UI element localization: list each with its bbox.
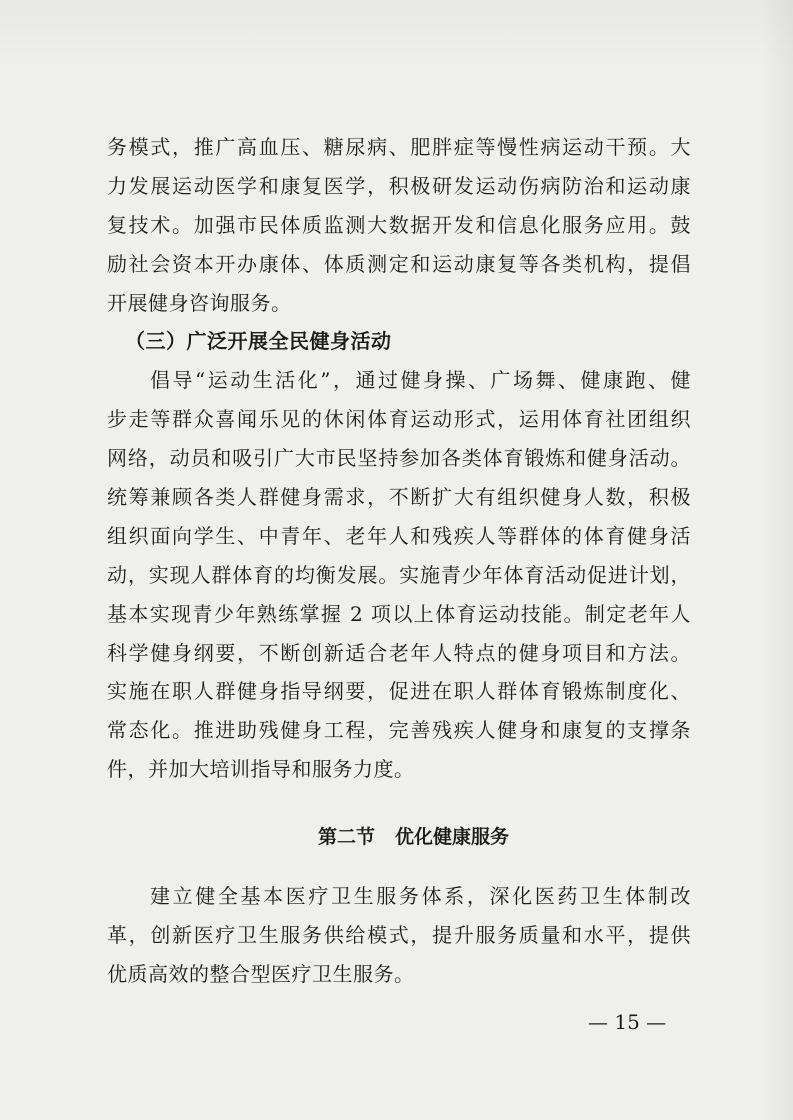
paragraph-line: 力发展运动医学和康复医学，积极研发运动伤病防治和运动康 (107, 173, 691, 198)
paragraph-line: 开展健身咨询服务。 (107, 290, 292, 315)
paragraph-line: 科学健身纲要，不断创新适合老年人特点的健身项目和方法。 (107, 640, 691, 665)
paragraph-line: 常态化。推进助残健身工程，完善残疾人健身和康复的支撑条 (107, 718, 691, 743)
paragraph-line: 基本实现青少年熟练掌握 2 项以上体育运动技能。制定老年人 (107, 601, 691, 626)
paragraph-line: 实施在职人群健身指导纲要，促进在职人群体育锻炼制度化、 (107, 679, 691, 704)
paragraph-line: 革，创新医疗卫生服务供给模式，提升服务质量和水平，提供 (107, 922, 691, 947)
upper-text-block (107, 128, 691, 789)
subsection-heading: （三）广泛开展全民健身活动 (125, 329, 392, 354)
lower-text-block (107, 877, 691, 994)
paragraph-line: 步走等群众喜闻乐见的休闲体育运动形式，运用体育社团组织 (107, 407, 691, 432)
paragraph-line: 动，实现人群体育的均衡发展。实施青少年体育活动促进计划， (107, 562, 691, 587)
paragraph-line: 统筹兼顾各类人群健身需求，不断扩大有组织健身人数，积极 (107, 485, 691, 510)
paragraph-line: 倡导“运动生活化”，通过健身操、广场舞、健康跑、健 (150, 368, 691, 393)
paragraph-line: 网络，动员和吸引广大市民坚持参加各类体育锻炼和健身活动。 (107, 446, 691, 471)
paragraph-line: 优质高效的整合型医疗卫生服务。 (107, 961, 415, 986)
paragraph-line: 励社会资本开办康体、体质测定和运动康复等各类机构，提倡 (107, 251, 691, 276)
fitness-paragraph (107, 361, 691, 789)
paragraph-line: 件，并加大培训指导和服务力度。 (107, 757, 415, 782)
paragraph-line: 复技术。加强市民体质监测大数据开发和信息化服务应用。鼓 (107, 212, 691, 237)
paragraph-line: 组织面向学生、中青年、老年人和残疾人等群体的体育健身活 (107, 523, 691, 548)
paragraph-line: 建立健全基本医疗卫生服务体系，深化医药卫生体制改 (150, 884, 691, 908)
section-number: 第二节 (318, 826, 376, 848)
continued-paragraph (107, 128, 691, 322)
section-title: 优化健康服务 (395, 826, 510, 848)
section-heading (318, 823, 509, 851)
page-number: — 15 — (588, 1010, 667, 1034)
paragraph-line: 务模式，推广高血压、糖尿病、肥胖症等慢性病运动干预。大 (107, 135, 691, 159)
health-paragraph (107, 877, 691, 994)
